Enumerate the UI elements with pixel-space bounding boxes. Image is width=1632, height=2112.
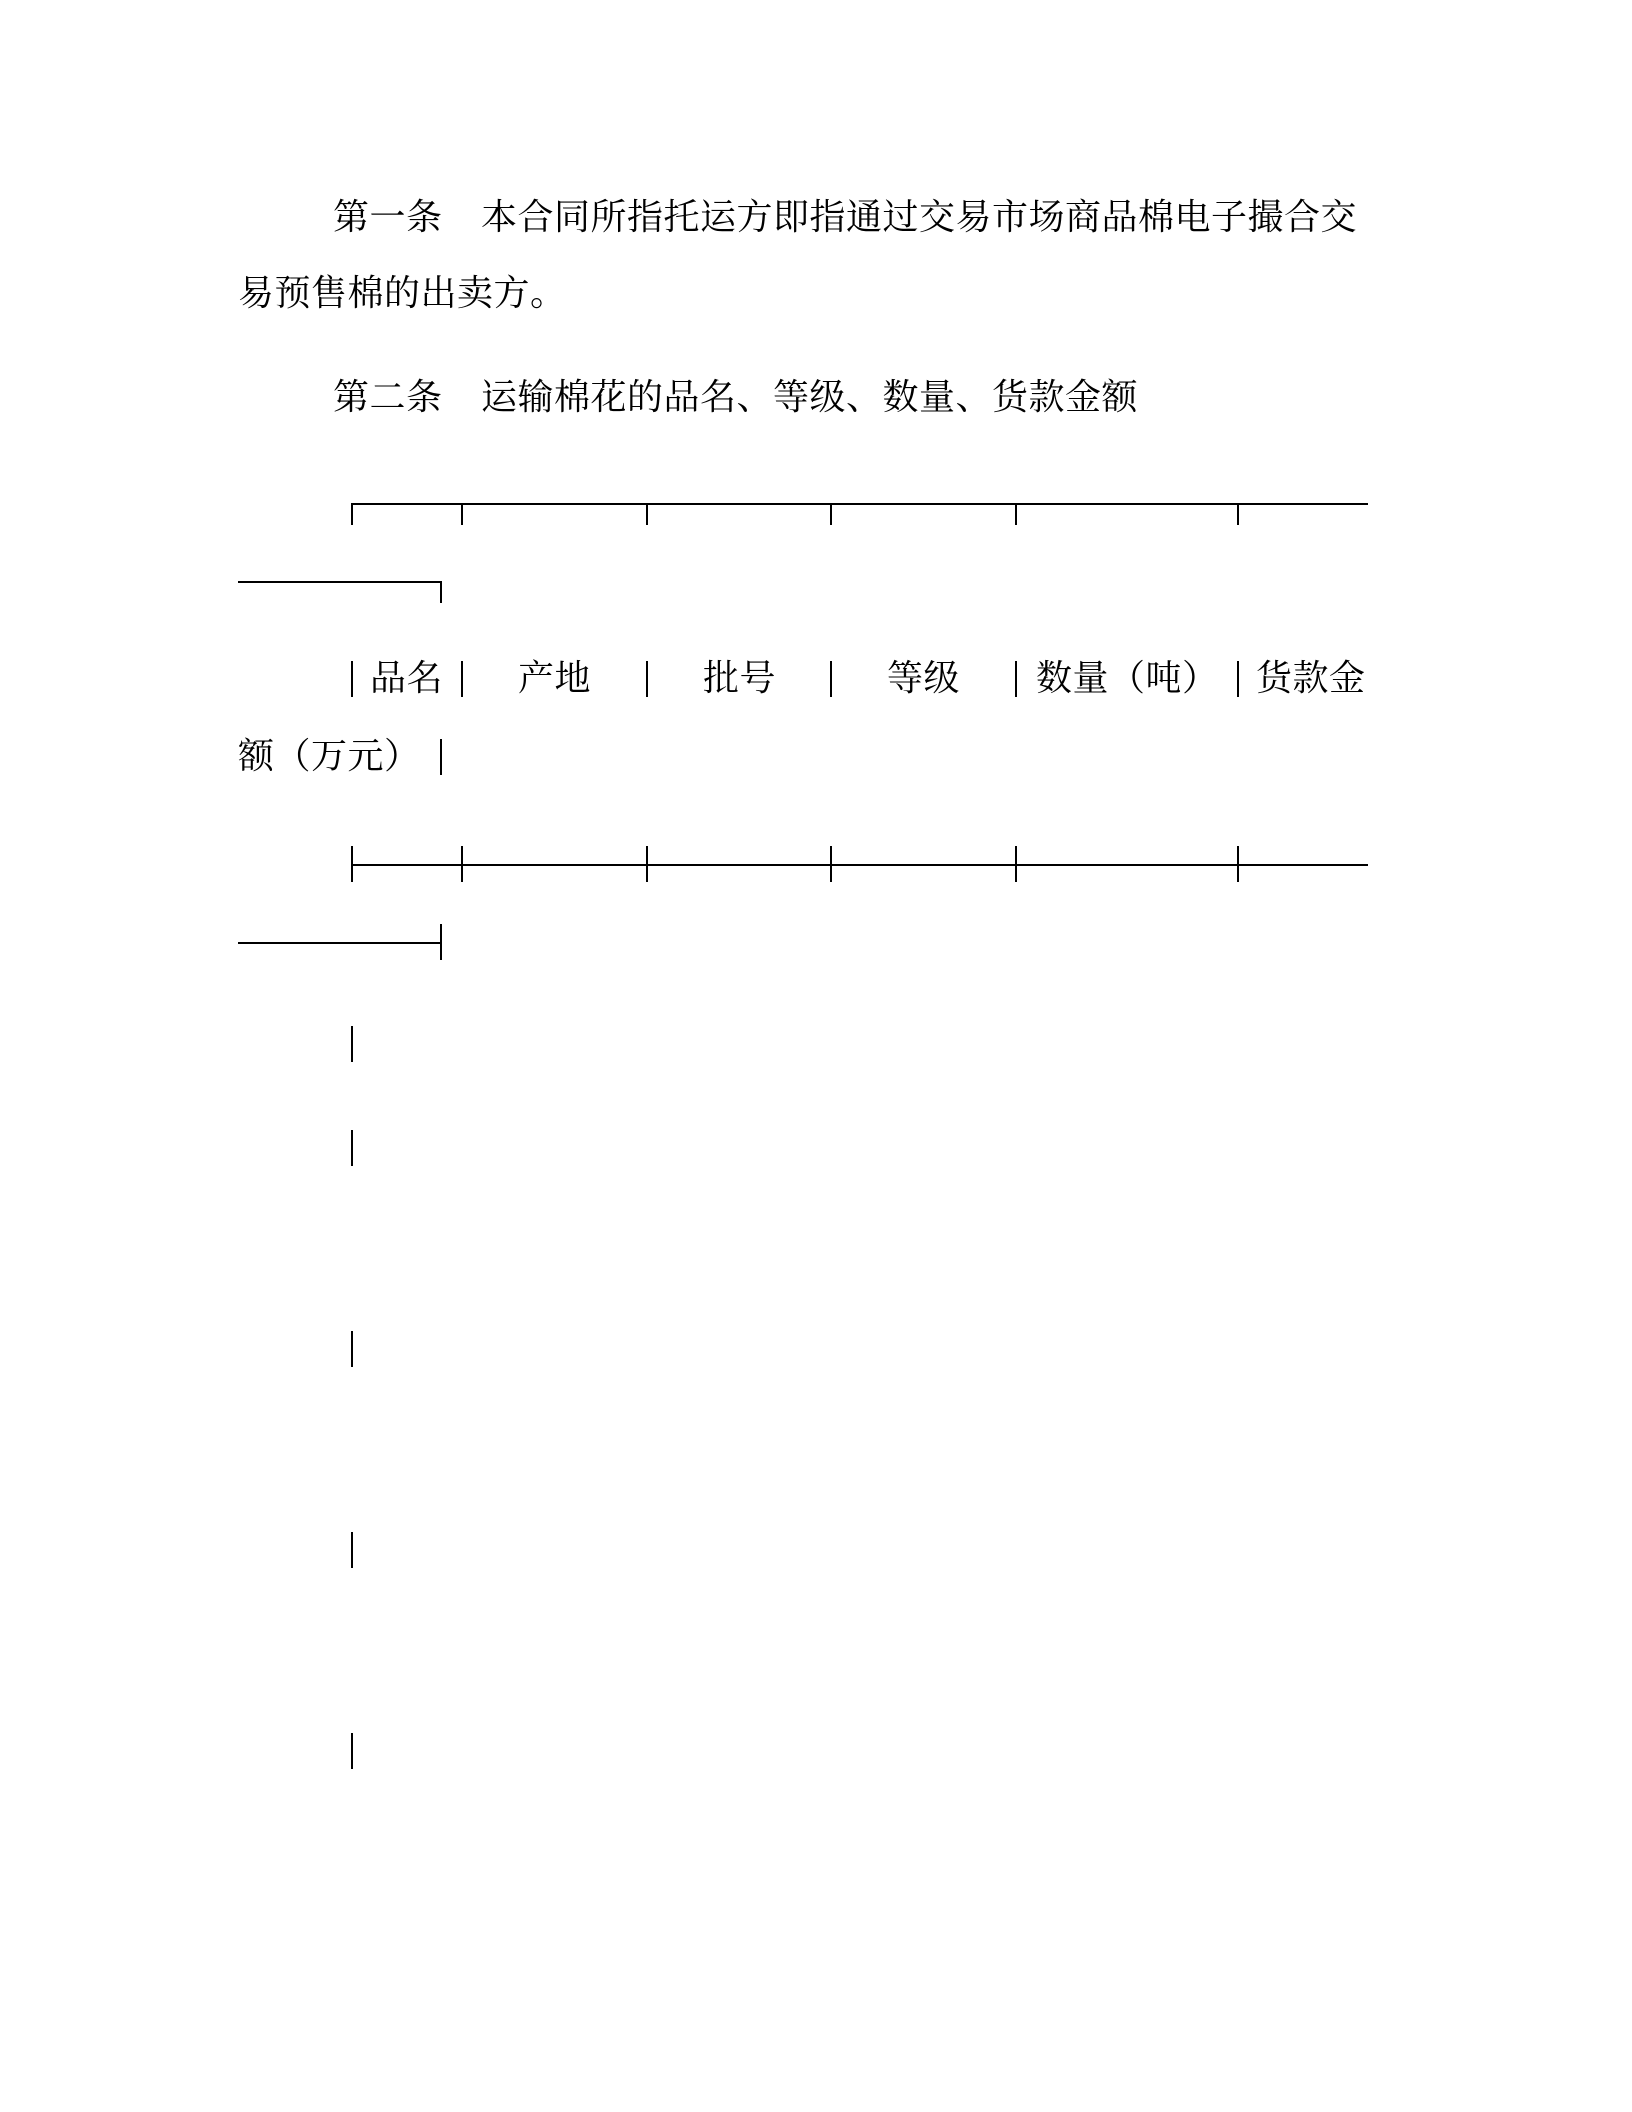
header-bottom-cross [440,924,442,960]
header-cell: 数量（吨） [1036,658,1219,699]
header-bottom-cross [1015,846,1017,882]
table-top-tick [830,503,832,525]
article-1-label: 第一条 [333,197,443,238]
header-separator [440,739,442,775]
header-bottom-border [351,864,1368,866]
table-top-tick [1237,503,1239,525]
header-bottom-cross [351,846,353,882]
table-row-border [351,1026,353,1062]
header-bottom-cross [830,846,832,882]
table-row-border [351,1733,353,1769]
table-top-border [351,503,1368,505]
header-cell: 货款金 [1256,658,1366,699]
table-top-border-wrap [238,581,442,583]
header-separator [351,661,353,697]
header-separator [646,661,648,697]
article-2-label: 第二条 [333,377,443,418]
header-separator [461,661,463,697]
header-separator [1015,661,1017,697]
table-top-tick [440,581,442,603]
table-top-tick [1015,503,1017,525]
header-cell: 产地 [518,658,592,699]
table-top-tick [351,503,353,525]
table-row-border [351,1331,353,1367]
article-2-text: 运输棉花的品名、等级、数量、货款金额 [481,377,1139,418]
table-top-tick [646,503,648,525]
table-top-tick [461,503,463,525]
header-cell: 品名 [370,658,444,699]
header-bottom-cross [646,846,648,882]
header-separator [830,661,832,697]
article-1-line-1: 本合同所指托运方即指通过交易市场商品棉电子撮合交 [481,197,1358,238]
header-cell-wrap: 额（万元） [238,736,421,777]
table-row-border [351,1532,353,1568]
header-cell: 批号 [703,658,777,699]
header-bottom-cross [1237,846,1239,882]
table-row-border [351,1130,353,1166]
header-bottom-border-wrap [238,942,442,944]
header-bottom-cross [461,846,463,882]
header-separator [1237,661,1239,697]
article-1-line-2: 易预售棉的出卖方。 [238,273,567,314]
header-cell: 等级 [887,658,961,699]
